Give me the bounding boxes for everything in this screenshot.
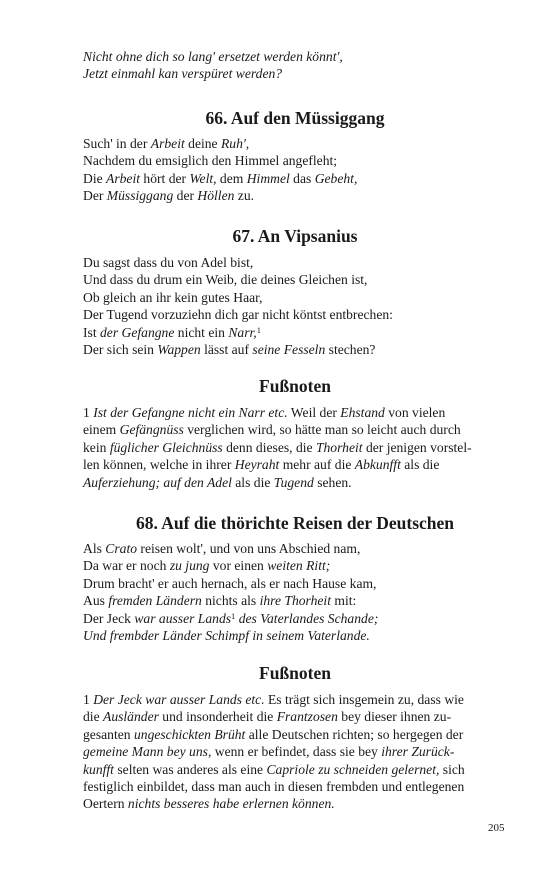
footnote-ref[interactable]: 1 [256, 324, 261, 335]
footnotes-heading: Fußnoten [259, 376, 331, 396]
poem-line: Such' in der Arbeit deine Ruh', [83, 136, 250, 151]
footnotes-heading: Fußnoten [259, 663, 331, 683]
poem-line: Der Tugend vorzuziehn dich gar nicht köntst entbrechen: [83, 307, 393, 323]
poem-66 [83, 135, 507, 205]
poem-line: Als Crato reisen wolt', und von uns Abschied nam, [83, 541, 361, 556]
poem-68 [83, 540, 507, 644]
poem-67 [83, 254, 507, 358]
poem-line: Drum bracht' er auch hernach, als er nach Hause kam, [83, 575, 377, 591]
poem-68-title: 68. Auf die thörichte Reisen der Deutschen [135, 513, 455, 533]
poem-line: Und dass du drum ein Weib, die deines Gleichen ist, [83, 272, 368, 288]
footnote-67-1: 1 Ist der Gefangne nicht ein Narr etc. Weil der Ehstand von vielen einem Gefängnüss verglichen wird, so hätte man so leicht auch durch kein füglicher Gleichnüss denn dieses, die Thorheit der jenigen vorstel- len können, welche in ihrer Heyraht mehr auf die Abkunfft als die Auferziehung; auf den Adel als die Tugend sehen. [83, 405, 472, 490]
poem-line: Aus fremden Ländern nichts als ihre Thorheit mit: [83, 593, 357, 609]
poem-line: Ob gleich an ihr kein gutes Haar, [83, 289, 263, 305]
footnote-ref[interactable]: 1 [231, 610, 236, 621]
poem-line: Da war er noch zu jung vor einen weiten Ritt; [83, 558, 331, 574]
poem-line: Der sich sein Wappen lässt auf seine Fesseln stechen? [83, 342, 376, 358]
poem-line: Nachdem du emsiglich den Himmel angefleht; [83, 153, 338, 169]
page-number: 205 [488, 822, 505, 834]
poem-line: Der Müssiggang der Höllen zu. [83, 188, 255, 204]
poem-line: Die Arbeit hört der Welt, dem Himmel das Gebeht, [83, 170, 358, 186]
poem-67-title: 67. An Vipsanius [232, 226, 358, 246]
poem-line: Der Jeck war ausser Lands$^1$ des Vaterlandes Schande; [83, 610, 379, 626]
poem-line: Ist der Gefangne nicht ein Narr,$^1$ [83, 324, 261, 340]
poem-continuation [83, 48, 507, 83]
poem-line: Jetzt einmahl kan verspüret werden? [83, 66, 283, 82]
poem-line: Nicht ohne dich so lang' ersetzet werden könnt', [83, 49, 343, 64]
poem-line: Und frembder Länder Schimpf in seinem Vaterlande. [83, 628, 370, 644]
poem-66-title: 66. Auf den Müssiggang [205, 108, 385, 128]
poem-line: Du sagst dass du von Adel bist, [83, 255, 254, 270]
footnote-68-1: 1 Der Jeck war ausser Lands etc. Es trägt sich insgemein zu, dass wie die Ausländer und insonderheit die Frantzosen bey dieser ihnen zu- gesanten ungeschickten Brüht alle Deutschen richten; so hergegen der gemeine Mann bey uns, wenn er befindet, dass sie bey ihrer Zurück- kunfft selten was anderes als eine Capriole zu schneiden gelernet, sich festiglich einbildet, dass man auch in diesen frembden und entlegenen Oertern nichts besseres habe erlernen können. [83, 692, 465, 812]
